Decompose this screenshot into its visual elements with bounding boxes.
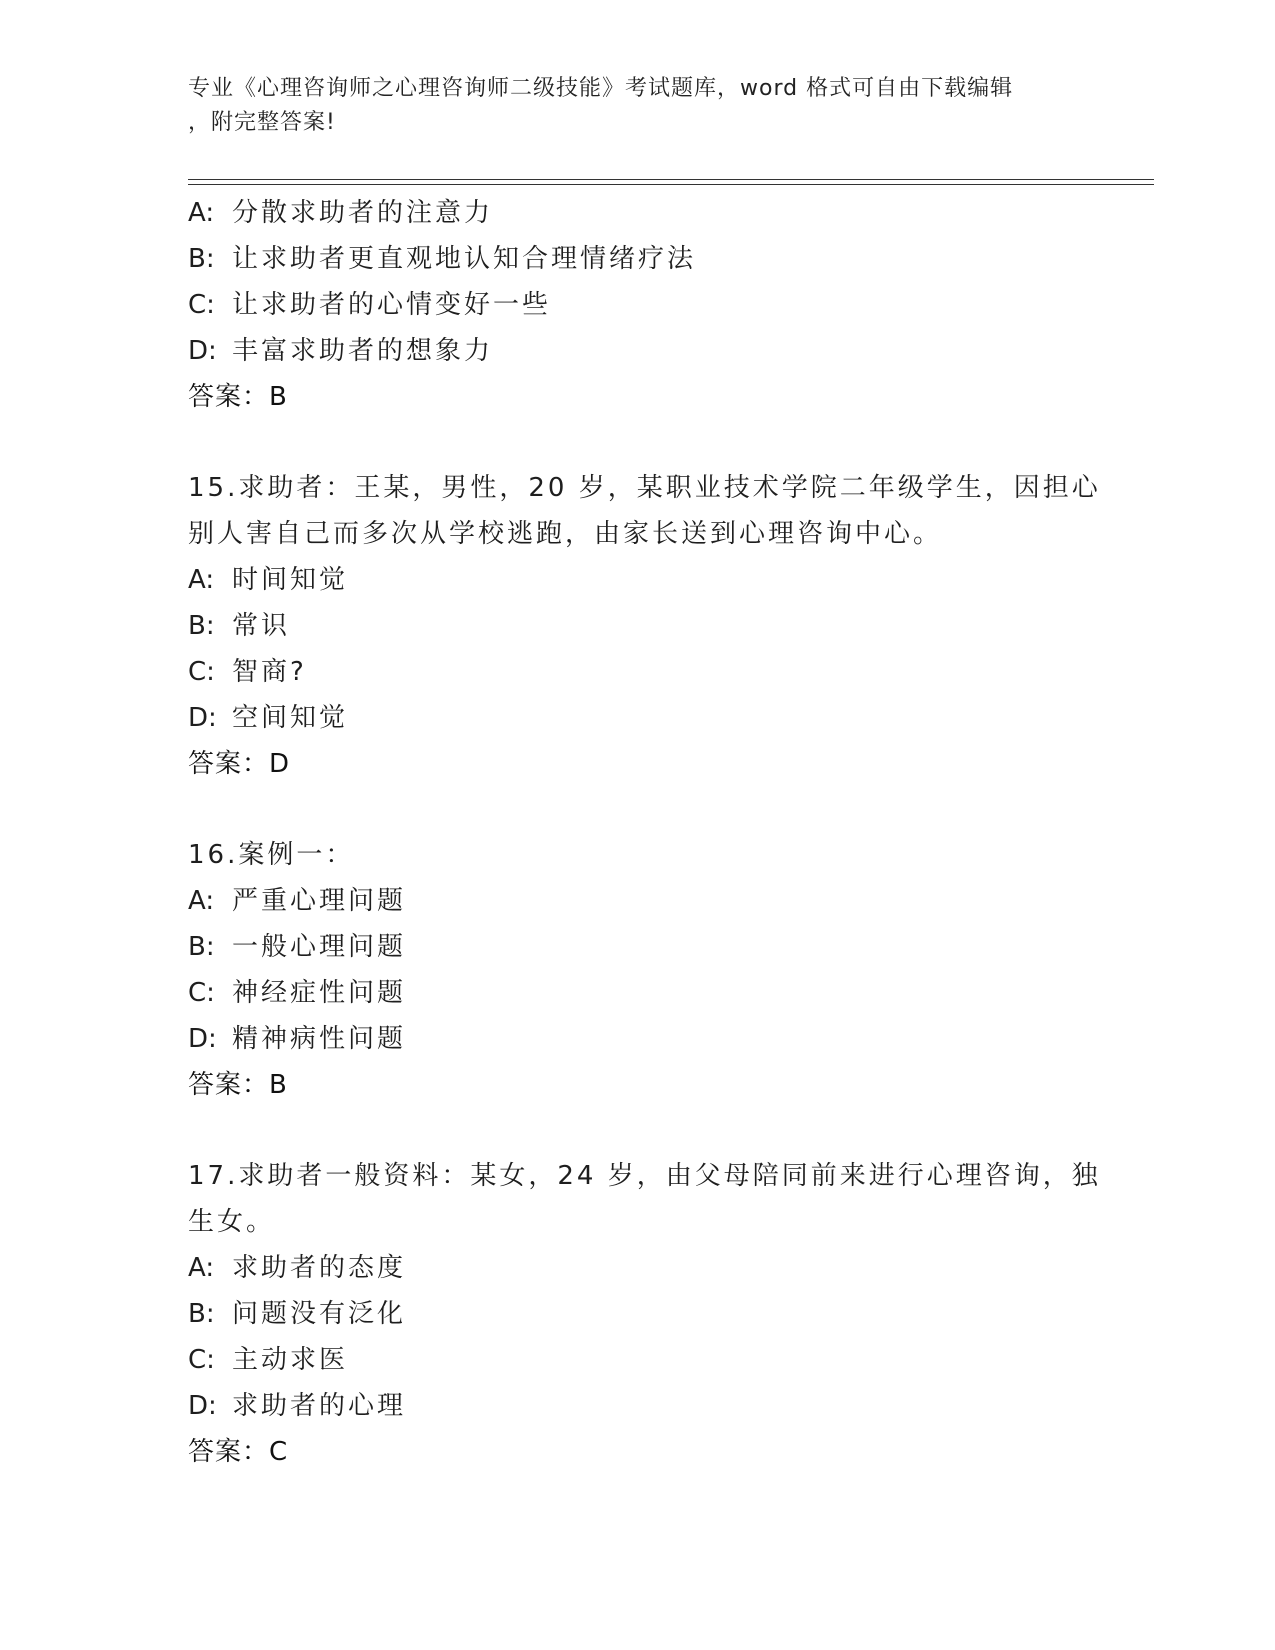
- question-block-16: [188, 832, 1088, 1108]
- option-text: 常识: [232, 611, 291, 641]
- option-letter: A:: [188, 1253, 215, 1283]
- option-text: 严重心理问题: [232, 886, 407, 916]
- answer-line: 答案：C: [188, 1437, 289, 1467]
- option-a: [188, 1245, 1088, 1291]
- option-a: [188, 190, 1088, 236]
- option-c: [188, 649, 1088, 695]
- question-stem-line-1: 17.求助者一般资料：某女，24 岁，由父母陪同前来进行心理咨询，独: [188, 1161, 1101, 1191]
- option-letter: D:: [188, 1391, 217, 1421]
- option-a: [188, 878, 1088, 924]
- option-text: 空间知觉: [232, 703, 349, 733]
- option-text: 主动求医: [232, 1345, 349, 1375]
- header-divider-bottom: [188, 184, 1154, 185]
- question-stem-line-2: 生女。: [188, 1207, 276, 1237]
- spacer: [188, 787, 1088, 832]
- option-letter: C:: [188, 1345, 215, 1375]
- option-c: [188, 282, 1088, 328]
- question-stem-line-2: 别人害自己而多次从学校逃跑，由家长送到心理咨询中心。: [188, 519, 943, 549]
- option-text: 求助者的态度: [232, 1253, 407, 1283]
- header-line-1: 专业《心理咨询师之心理咨询师二级技能》考试题库，word 格式可自由下载编辑: [188, 76, 1014, 101]
- option-letter: A:: [188, 565, 215, 595]
- option-text: 分散求助者的注意力: [232, 198, 494, 228]
- question-block-15: [188, 465, 1101, 787]
- option-text: 精神病性问题: [232, 1024, 407, 1054]
- option-letter: D:: [188, 336, 217, 366]
- answer-line: 答案：B: [188, 1070, 288, 1100]
- option-d: [188, 695, 1088, 741]
- option-letter: C:: [188, 978, 215, 1008]
- option-d: [188, 1383, 1088, 1429]
- option-b: [188, 603, 1088, 649]
- answer-line: 答案：D: [188, 749, 291, 779]
- spacer: [188, 1108, 1088, 1153]
- option-text: 让求助者更直观地认知合理情绪疗法: [232, 244, 697, 274]
- option-text: 时间知觉: [232, 565, 349, 595]
- option-letter: C:: [188, 657, 215, 687]
- option-text: 神经症性问题: [232, 978, 407, 1008]
- option-a: [188, 557, 1088, 603]
- option-text: 问题没有泛化: [232, 1299, 407, 1329]
- option-letter: A:: [188, 198, 215, 228]
- option-text: 让求助者的心情变好一些: [232, 290, 552, 320]
- header-divider-top: [188, 179, 1154, 180]
- option-letter: C:: [188, 290, 215, 320]
- page-header: [188, 72, 1068, 140]
- option-d: [188, 328, 1088, 374]
- option-b: [188, 924, 1088, 970]
- question-block-17: [188, 1153, 1101, 1475]
- option-b: [188, 236, 1088, 282]
- option-letter: D:: [188, 1024, 217, 1054]
- option-letter: D:: [188, 703, 217, 733]
- option-text: 求助者的心理: [232, 1391, 407, 1421]
- option-letter: A:: [188, 886, 215, 916]
- option-letter: B:: [188, 932, 215, 962]
- spacer: [188, 420, 1088, 465]
- option-text: 丰富求助者的想象力: [232, 336, 494, 366]
- question-block-14-options: [188, 190, 1088, 420]
- option-letter: B:: [188, 1299, 215, 1329]
- option-d: [188, 1016, 1088, 1062]
- option-text: 一般心理问题: [232, 932, 407, 962]
- option-c: [188, 970, 1088, 1016]
- question-list: [188, 190, 1101, 1475]
- option-b: [188, 1291, 1088, 1337]
- option-c: [188, 1337, 1088, 1383]
- header-line-2: ，附完整答案!: [188, 110, 336, 135]
- option-letter: B:: [188, 611, 215, 641]
- option-letter: B:: [188, 244, 215, 274]
- answer-line: 答案：B: [188, 382, 288, 412]
- question-stem-line-1: 16.案例一：: [188, 840, 355, 870]
- question-stem-line-1: 15.求助者：王某，男性，20 岁，某职业技术学院二年级学生，因担心: [188, 473, 1101, 503]
- option-text: 智商?: [232, 657, 307, 687]
